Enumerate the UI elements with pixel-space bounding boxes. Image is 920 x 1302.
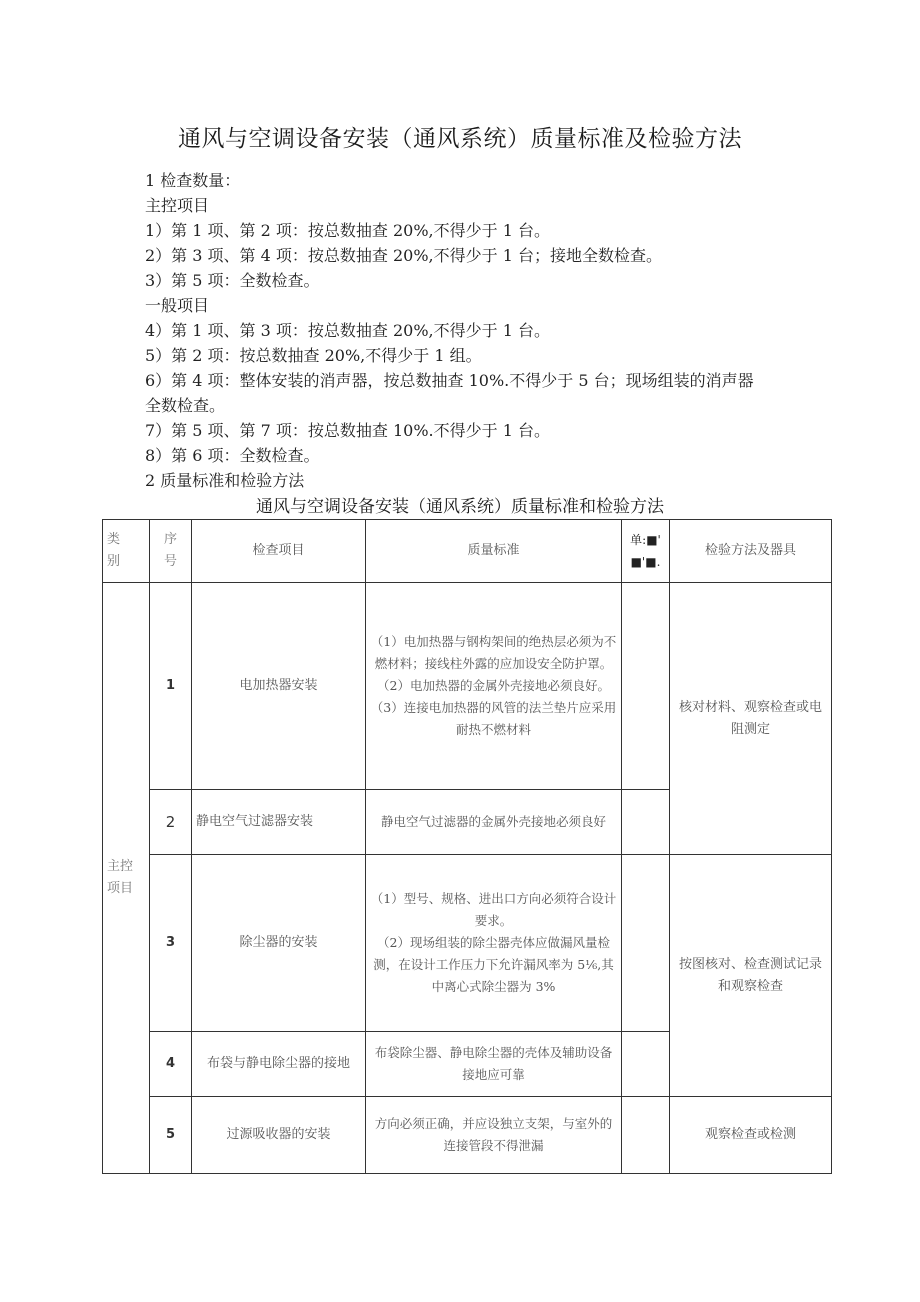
page-title: 通风与空调设备安装（通风系统）质量标准及检验方法 (178, 126, 742, 152)
intro-line: 主控项目 (145, 196, 210, 215)
standard-clause: （2）电加热器的金属外壳接地必须良好。 (377, 678, 610, 693)
intro-line: 3）第 5 项：全数检查。 (145, 271, 320, 290)
row-item: 过源吸收器的安装 (192, 1097, 366, 1174)
row-standard (366, 1032, 622, 1097)
row-item: 布袋与静电除尘器的接地 (192, 1032, 366, 1097)
standard-clause: （1）电加热器与钢构架间的绝热层必须为不燃材料；接线柱外露的应加设安全防护罩。 (370, 634, 617, 671)
table-title: 通风与空调设备安装（通风系统）质量标准和检验方法 (256, 497, 664, 517)
header-standard: 质量标准 (366, 520, 622, 583)
header-method: 检验方法及器具 (670, 520, 832, 583)
header-seq: 序 号 (150, 520, 192, 583)
row-method: 核对材料、观察检查或电阻测定 (670, 583, 832, 855)
header-unit: 单:■' ■'■. (622, 520, 670, 583)
row-seq: 2 (150, 790, 192, 855)
header-item: 检查项目 (192, 520, 366, 583)
row-standard (366, 583, 622, 790)
row-unit (622, 1097, 670, 1174)
row-method: 按图核对、检查测试记录和观察检查 (670, 855, 832, 1097)
row-seq: 5 (150, 1097, 192, 1174)
row-seq: 4 (150, 1032, 192, 1097)
standard-clause: （3）连接电加热器的风管的法兰垫片应采用耐热不燃材料 (370, 700, 617, 737)
intro-line: 5）第 2 项：按总数抽查 20%,不得少于 1 组。 (145, 346, 482, 365)
intro-line: 一般项目 (145, 296, 210, 315)
row-unit (622, 790, 670, 855)
intro-line: 4）第 1 项、第 3 项：按总数抽查 20%,不得少于 1 台。 (145, 321, 550, 340)
row-unit (622, 855, 670, 1032)
row-seq: 1 (150, 583, 192, 790)
row-method: 观察检查或检测 (670, 1097, 832, 1174)
row-unit (622, 583, 670, 790)
table-row (103, 1097, 832, 1174)
row-item: 除尘器的安装 (192, 855, 366, 1032)
quality-standard-table (102, 519, 832, 1174)
intro-line: 8）第 6 项：全数检查。 (145, 446, 320, 465)
row-item: 电加热器安装 (192, 583, 366, 790)
row-item: 静电空气过滤器安装 (192, 790, 366, 855)
row-standard (366, 855, 622, 1032)
table-header-row (103, 520, 832, 583)
intro-line: 2）第 3 项、第 4 项：按总数抽查 20%,不得少于 1 台；接地全数检查。 (145, 246, 662, 265)
row-standard (366, 790, 622, 855)
inspection-quantity-text (145, 168, 845, 493)
category-main-control: 主控 项目 (103, 583, 150, 1174)
intro-line: 7）第 5 项、第 7 项：按总数抽查 10%.不得少于 1 台。 (145, 421, 550, 440)
intro-line: 2 质量标准和检验方法 (145, 471, 305, 490)
standard-clause: 布袋除尘器、静电除尘器的壳体及辅助设备接地应可靠 (374, 1045, 613, 1082)
row-standard (366, 1097, 622, 1174)
table-row (103, 855, 832, 1032)
intro-line: 1 检查数量： (145, 171, 241, 190)
intro-line: 1）第 1 项、第 2 项：按总数抽查 20%,不得少于 1 台。 (145, 221, 550, 240)
header-category: 类 别 (103, 520, 150, 583)
row-unit (622, 1032, 670, 1097)
row-seq: 3 (150, 855, 192, 1032)
standard-clause: （2）现场组装的除尘器壳体应做漏风量检测，在设计工作压力下允许漏风率为 5⅟₆,其中离心式除尘器为 3% (373, 935, 614, 994)
standard-clause: 静电空气过滤器的金属外壳接地必须良好 (380, 814, 606, 829)
intro-line: 全数检查。 (145, 396, 226, 415)
standard-clause: 方向必须正确，并应设独立支架，与室外的连接管段不得泄漏 (374, 1116, 613, 1153)
standard-clause: （1）型号、规格、进出口方向必须符合设计要求。 (370, 891, 617, 928)
intro-line: 6）第 4 项：整体安装的消声器，按总数抽查 10%.不得少于 5 台；现场组装的消声器 (145, 371, 754, 390)
table-row (103, 583, 832, 790)
